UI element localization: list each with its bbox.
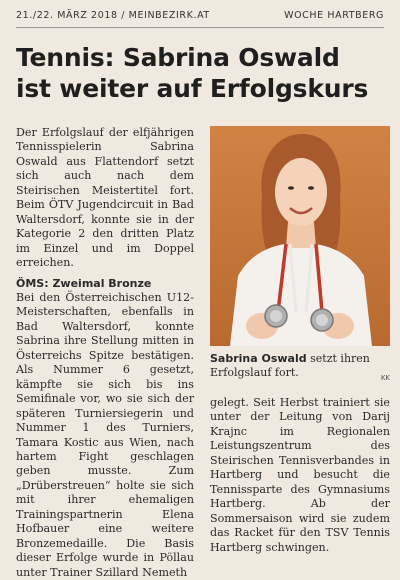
- caption-name: Sabrina Oswald: [210, 352, 307, 365]
- section-paragraph: Bei den Österreichischen U12-Meisterschaften, ebenfalls in Bad Waltersdorf, konnte Sabrina ihre Stellung mitten in Österreichs Spitze bestätigen. Als Nummer 6 gesetzt, kämpfte sie sich bis ins Semifinale vor, wo sie sich der späteren Turniersiegerin und Nummer 1 des Turniers, Tamara Kostic aus Wien, nach hartem Fight geschlagen geben musste. Zum „Drüberstreuen“ holte sie sich mit ihrer ehemaligen Trainingspartnerin Elena Hofbauer eine weitere Bronzemedaille. Die Basis dieser Erfolge wurde in Pöllau unter Trainer Szillard Nemeth: [16, 290, 194, 579]
- headline-line-2: ist weiter auf Erfolgskurs: [16, 74, 369, 103]
- intro-paragraph: Der Erfolgslauf der elfjährigen Tennisspielerin Sabrina Oswald aus Flattendorf setzt sich auch nach dem Steirischen Meistertitel fort. Beim ÖTV Jugendcircuit in Bad Waltersdorf, konnte sie in der Kategorie 2 den dritten Platz im Einzel und im Doppel erreichen.: [16, 126, 194, 270]
- article-column-left: [16, 126, 194, 580]
- subhead: ÖMS: Zweimal Bronze: [16, 276, 152, 290]
- caption-text: setzt ihren Erfolgslauf fort.: [210, 352, 370, 379]
- article-column-right: [210, 396, 390, 555]
- header-date-site: 21./22. MÄRZ 2018 / MEINBEZIRK.AT: [16, 10, 210, 21]
- header-rule: [16, 27, 384, 28]
- headline: [16, 42, 390, 104]
- headline-line-1: Tennis: Sabrina Oswald: [16, 43, 340, 72]
- photo-credit: KK: [380, 374, 390, 382]
- photo-illustration: [210, 126, 390, 346]
- continuation-paragraph: gelegt. Seit Herbst trainiert sie unter der Leitung von Darij Krajnc im Regionalen Leistungszentrum des Steirischen Tennisverbandes in Hartberg und besucht die Tennissparte des Gymnasiums Hartberg. Ab der Sommersaison wird sie zudem das Racket für den TSV Tennis Hartberg schwingen.: [210, 396, 390, 554]
- article-photo: [210, 126, 390, 346]
- header-edition: WOCHE HARTBERG: [284, 10, 384, 21]
- photo-caption: [210, 352, 390, 380]
- page-header: [16, 8, 384, 24]
